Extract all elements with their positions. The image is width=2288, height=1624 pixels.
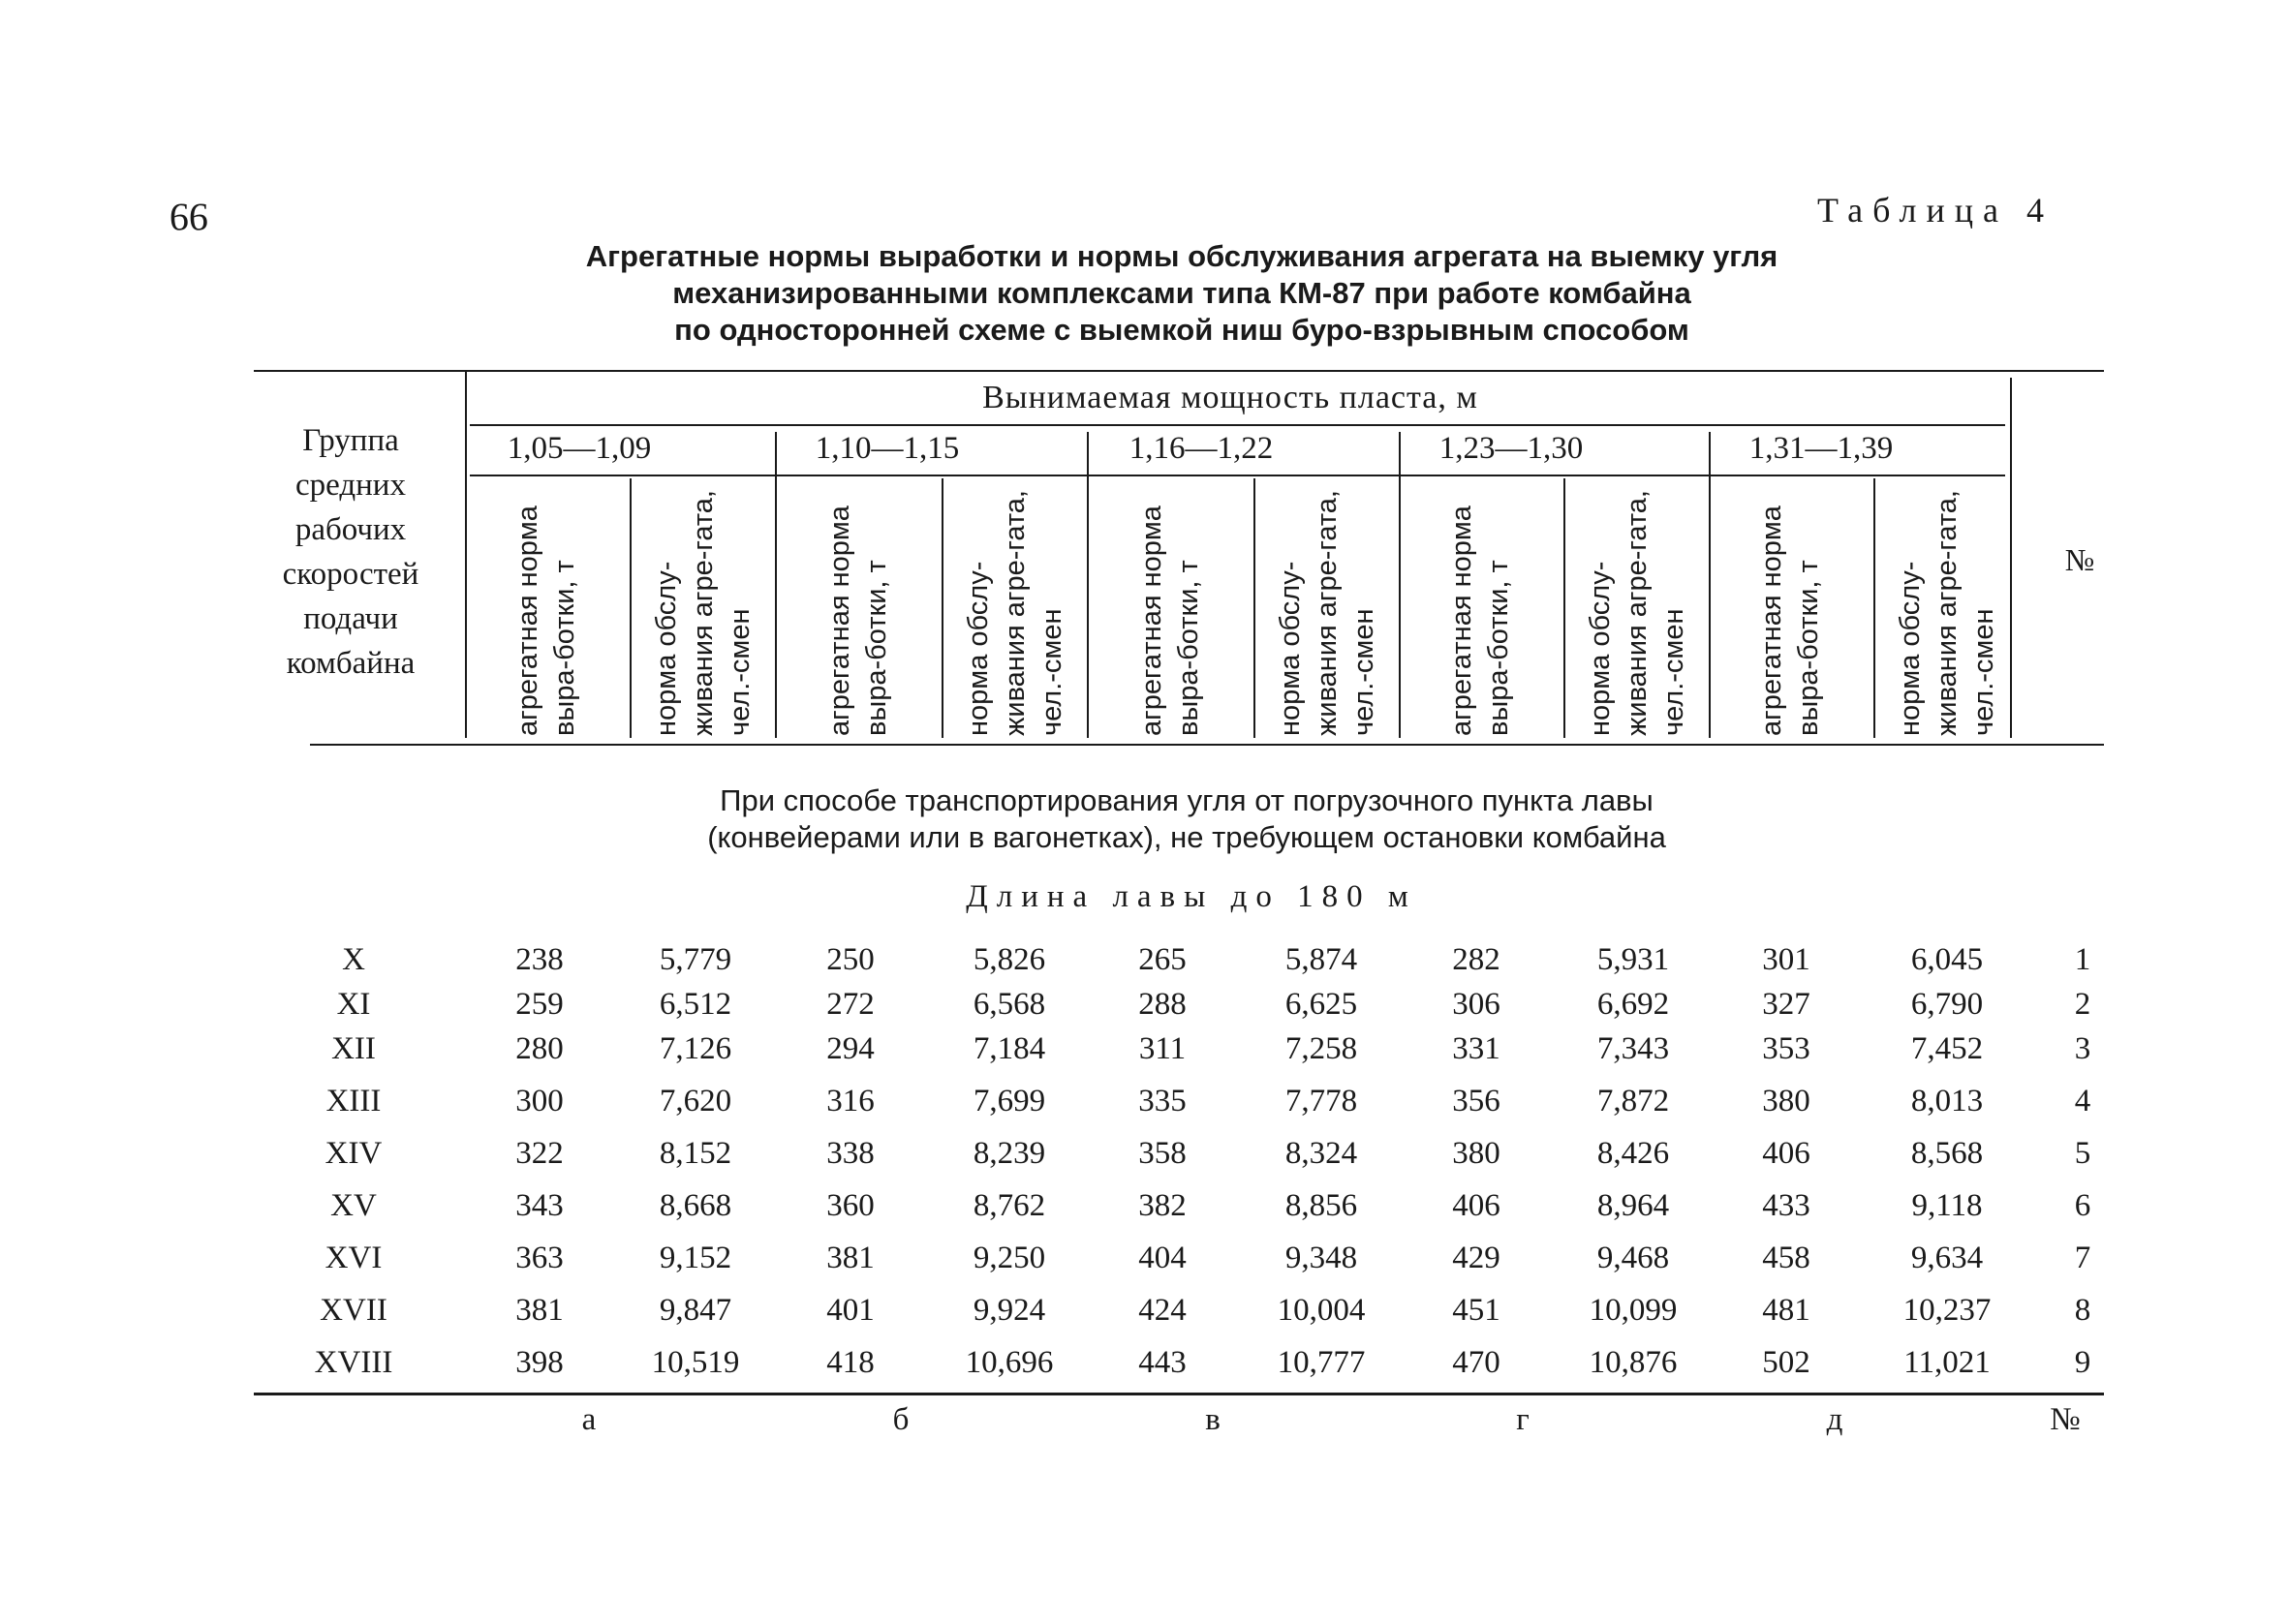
row-number: 1 — [2074, 942, 2091, 977]
cell-output-1: 322 — [515, 1136, 564, 1171]
cell-service-1: 9,152 — [659, 1241, 732, 1275]
cell-service-1: 7,126 — [659, 1031, 732, 1066]
subsection-heading — [484, 782, 1889, 856]
cell-service-5: 11,021 — [1903, 1345, 1991, 1380]
table-row — [0, 1288, 2288, 1333]
cell-service-2: 5,826 — [973, 942, 1046, 977]
range-label-4: 1,23—1,30 — [1438, 431, 1584, 466]
caption-line: механизированными комплексами типа КМ-87 при работе комбайна — [672, 276, 1691, 310]
footer-letter-d: д — [1826, 1402, 1843, 1437]
subheader-service-1: норма обслу-живания агре-гата, чел.-смен — [651, 490, 756, 736]
number-sign-header: № — [2064, 542, 2095, 577]
table-row — [0, 937, 2288, 982]
cell-service-2: 7,184 — [973, 1031, 1046, 1066]
cell-output-1: 259 — [515, 987, 564, 1022]
cell-output-4: 451 — [1452, 1293, 1500, 1328]
cell-service-2: 6,568 — [973, 987, 1046, 1022]
cell-service-5: 6,790 — [1910, 987, 1984, 1022]
row-group: XVI — [325, 1241, 383, 1275]
table-row — [0, 1131, 2288, 1176]
cell-output-4: 356 — [1452, 1084, 1500, 1118]
cell-output-4: 331 — [1452, 1031, 1500, 1066]
cell-service-3: 8,856 — [1284, 1188, 1358, 1223]
subsection-line: При способе транспортирования угля от погрузочного пункта лавы — [720, 783, 1654, 817]
cell-output-3: 443 — [1138, 1345, 1187, 1380]
row-group: XII — [331, 1031, 376, 1066]
cell-service-1: 7,620 — [659, 1084, 732, 1118]
table-row — [0, 1183, 2288, 1228]
cell-output-1: 300 — [515, 1084, 564, 1118]
cell-output-2: 294 — [826, 1031, 875, 1066]
row-group: X — [342, 942, 365, 977]
subheader-service-5: норма обслу-живания агре-гата, чел.-смен — [1895, 490, 1999, 736]
span-header: Вынимаемая мощность пласта, м — [982, 380, 1478, 415]
cell-output-3: 382 — [1138, 1188, 1187, 1223]
cell-output-2: 272 — [826, 987, 875, 1022]
table-row — [0, 1340, 2288, 1385]
cell-service-3: 9,348 — [1284, 1241, 1358, 1275]
range-label-3: 1,16—1,22 — [1129, 431, 1274, 466]
subheader-output-3: агрегатная норма выра-ботки, т — [1136, 506, 1204, 736]
cell-service-3: 7,778 — [1284, 1084, 1358, 1118]
cell-service-4: 7,343 — [1596, 1031, 1670, 1066]
subsection-line: (конвейерами или в вагонетках), не требующем остановки комбайна — [707, 820, 1666, 854]
row-number: 2 — [2074, 987, 2091, 1022]
cell-service-4: 7,872 — [1596, 1084, 1670, 1118]
cell-output-3: 404 — [1138, 1241, 1187, 1275]
cell-output-2: 316 — [826, 1084, 875, 1118]
footer-letter-g: г — [1516, 1402, 1530, 1437]
cell-output-2: 381 — [826, 1241, 875, 1275]
cell-output-1: 280 — [515, 1031, 564, 1066]
cell-service-2: 7,699 — [973, 1084, 1046, 1118]
cell-service-5: 6,045 — [1910, 942, 1984, 977]
caption-line: по односторонней схеме с выемкой ниш буро-взрывным способом — [674, 313, 1689, 347]
cell-service-1: 5,779 — [659, 942, 732, 977]
table-row — [0, 982, 2288, 1026]
group-header-line: комбайна — [286, 646, 416, 681]
cell-service-3: 8,324 — [1284, 1136, 1358, 1171]
cell-output-1: 398 — [515, 1345, 564, 1380]
cell-service-2: 9,250 — [973, 1241, 1046, 1275]
cell-service-2: 9,924 — [973, 1293, 1046, 1328]
cell-service-1: 9,847 — [659, 1293, 732, 1328]
cell-service-2: 8,762 — [973, 1188, 1046, 1223]
cell-service-1: 8,668 — [659, 1188, 732, 1223]
cell-output-4: 429 — [1452, 1241, 1500, 1275]
cell-output-3: 335 — [1138, 1084, 1187, 1118]
cell-output-3: 265 — [1138, 942, 1187, 977]
cell-output-1: 238 — [515, 942, 564, 977]
cell-service-2: 8,239 — [973, 1136, 1046, 1171]
cell-service-4: 9,468 — [1596, 1241, 1670, 1275]
footer-letter-v: в — [1205, 1402, 1221, 1437]
subheader-output-1: агрегатная норма выра-ботки, т — [512, 506, 580, 736]
table-row — [0, 1079, 2288, 1123]
subheader-output-5: агрегатная норма выра-ботки, т — [1756, 506, 1824, 736]
cell-service-5: 9,118 — [1911, 1188, 1983, 1223]
subheader-service-3: норма обслу-живания агре-гата, чел.-смен — [1275, 490, 1379, 736]
row-number: 3 — [2074, 1031, 2091, 1066]
range-label-1: 1,05—1,09 — [507, 431, 652, 466]
cell-service-5: 10,237 — [1902, 1293, 1992, 1328]
subheader-service-4: норма обслу-живания агре-гата, чел.-смен — [1585, 490, 1689, 736]
caption-line: Агрегатные нормы выработки и нормы обслуживания агрегата на выемку угля — [585, 239, 1778, 273]
cell-output-3: 311 — [1138, 1031, 1187, 1066]
table-row — [0, 1236, 2288, 1280]
group-header-line: рабочих — [294, 512, 407, 547]
footer-number-sign: № — [2050, 1402, 2081, 1437]
cell-output-2: 250 — [826, 942, 875, 977]
cell-service-1: 8,152 — [659, 1136, 732, 1171]
footer-letter-b: б — [892, 1402, 910, 1437]
cell-service-3: 10,004 — [1277, 1293, 1366, 1328]
cell-output-3: 288 — [1138, 987, 1187, 1022]
table-label: Таблица 4 — [1817, 191, 2054, 230]
cell-service-4: 8,426 — [1596, 1136, 1670, 1171]
range-label-2: 1,10—1,15 — [815, 431, 960, 466]
cell-output-2: 401 — [826, 1293, 875, 1328]
cell-output-1: 343 — [515, 1188, 564, 1223]
header-bottom-rule — [310, 744, 2104, 746]
row-number: 4 — [2074, 1084, 2091, 1118]
cell-service-5: 8,013 — [1910, 1084, 1984, 1118]
row-group: XV — [330, 1188, 377, 1223]
row-number: 5 — [2074, 1136, 2091, 1171]
row-group: XVII — [320, 1293, 387, 1328]
cell-output-2: 360 — [826, 1188, 875, 1223]
cell-output-4: 406 — [1452, 1188, 1500, 1223]
cell-output-4: 380 — [1452, 1136, 1500, 1171]
cell-service-5: 8,568 — [1910, 1136, 1984, 1171]
cell-service-3: 5,874 — [1284, 942, 1358, 977]
cell-service-4: 8,964 — [1596, 1188, 1670, 1223]
subheader-output-2: агрегатная норма выра-ботки, т — [824, 506, 892, 736]
cell-output-1: 363 — [515, 1241, 564, 1275]
row-number: 6 — [2074, 1188, 2091, 1223]
group-header-line: подачи — [303, 601, 398, 636]
cell-output-5: 433 — [1762, 1188, 1810, 1223]
page-number: 99 — [170, 196, 208, 239]
group-column-header — [254, 418, 448, 686]
range-label-5: 1,31—1,39 — [1748, 431, 1894, 466]
cell-service-4: 10,099 — [1589, 1293, 1678, 1328]
cell-service-4: 6,692 — [1596, 987, 1670, 1022]
subheader-output-4: агрегатная норма выра-ботки, т — [1446, 506, 1514, 736]
cell-output-5: 458 — [1762, 1241, 1810, 1275]
row-group: XIII — [325, 1084, 382, 1118]
cell-service-1: 10,519 — [651, 1345, 740, 1380]
row-group: XIV — [325, 1136, 383, 1171]
cell-service-3: 7,258 — [1284, 1031, 1358, 1066]
group-header-line: средних — [295, 468, 406, 503]
span-underline — [470, 424, 2005, 426]
group-header-line: Группа — [302, 423, 399, 458]
cell-output-4: 306 — [1452, 987, 1500, 1022]
table-row — [0, 1026, 2288, 1071]
cell-service-3: 6,625 — [1284, 987, 1358, 1022]
group-header-line: скоростей — [282, 557, 419, 592]
row-group: XVIII — [314, 1345, 393, 1380]
cell-output-4: 470 — [1452, 1345, 1500, 1380]
row-number: 9 — [2074, 1345, 2091, 1380]
header-top-rule — [254, 370, 2104, 372]
cell-service-4: 10,876 — [1589, 1345, 1678, 1380]
row-number: 8 — [2074, 1293, 2091, 1328]
cell-service-5: 9,634 — [1910, 1241, 1984, 1275]
length-label: Длина лавы до 180 м — [966, 879, 1417, 914]
cell-service-5: 7,452 — [1910, 1031, 1984, 1066]
divider-group — [465, 372, 467, 738]
cell-output-3: 358 — [1138, 1136, 1187, 1171]
cell-service-4: 5,931 — [1596, 942, 1670, 977]
cell-output-5: 502 — [1762, 1345, 1810, 1380]
cell-service-2: 10,696 — [965, 1345, 1054, 1380]
cell-output-1: 381 — [515, 1293, 564, 1328]
row-number: 7 — [2074, 1241, 2091, 1275]
cell-output-5: 380 — [1762, 1084, 1810, 1118]
cell-output-2: 418 — [826, 1345, 875, 1380]
table-bottom-rule — [254, 1393, 2104, 1395]
table-caption — [455, 238, 1908, 349]
footer-letter-a: а — [581, 1402, 597, 1437]
subheader-service-2: норма обслу-живания агре-гата, чел.-смен — [963, 490, 1067, 736]
cell-output-5: 301 — [1762, 942, 1810, 977]
cell-output-4: 282 — [1452, 942, 1500, 977]
cell-service-1: 6,512 — [659, 987, 732, 1022]
cell-service-3: 10,777 — [1277, 1345, 1366, 1380]
cell-output-2: 338 — [826, 1136, 875, 1171]
cell-output-5: 327 — [1762, 987, 1810, 1022]
cell-output-3: 424 — [1138, 1293, 1187, 1328]
row-group: XI — [336, 987, 371, 1022]
cell-output-5: 406 — [1762, 1136, 1810, 1171]
cell-output-5: 353 — [1762, 1031, 1810, 1066]
cell-output-5: 481 — [1762, 1293, 1810, 1328]
